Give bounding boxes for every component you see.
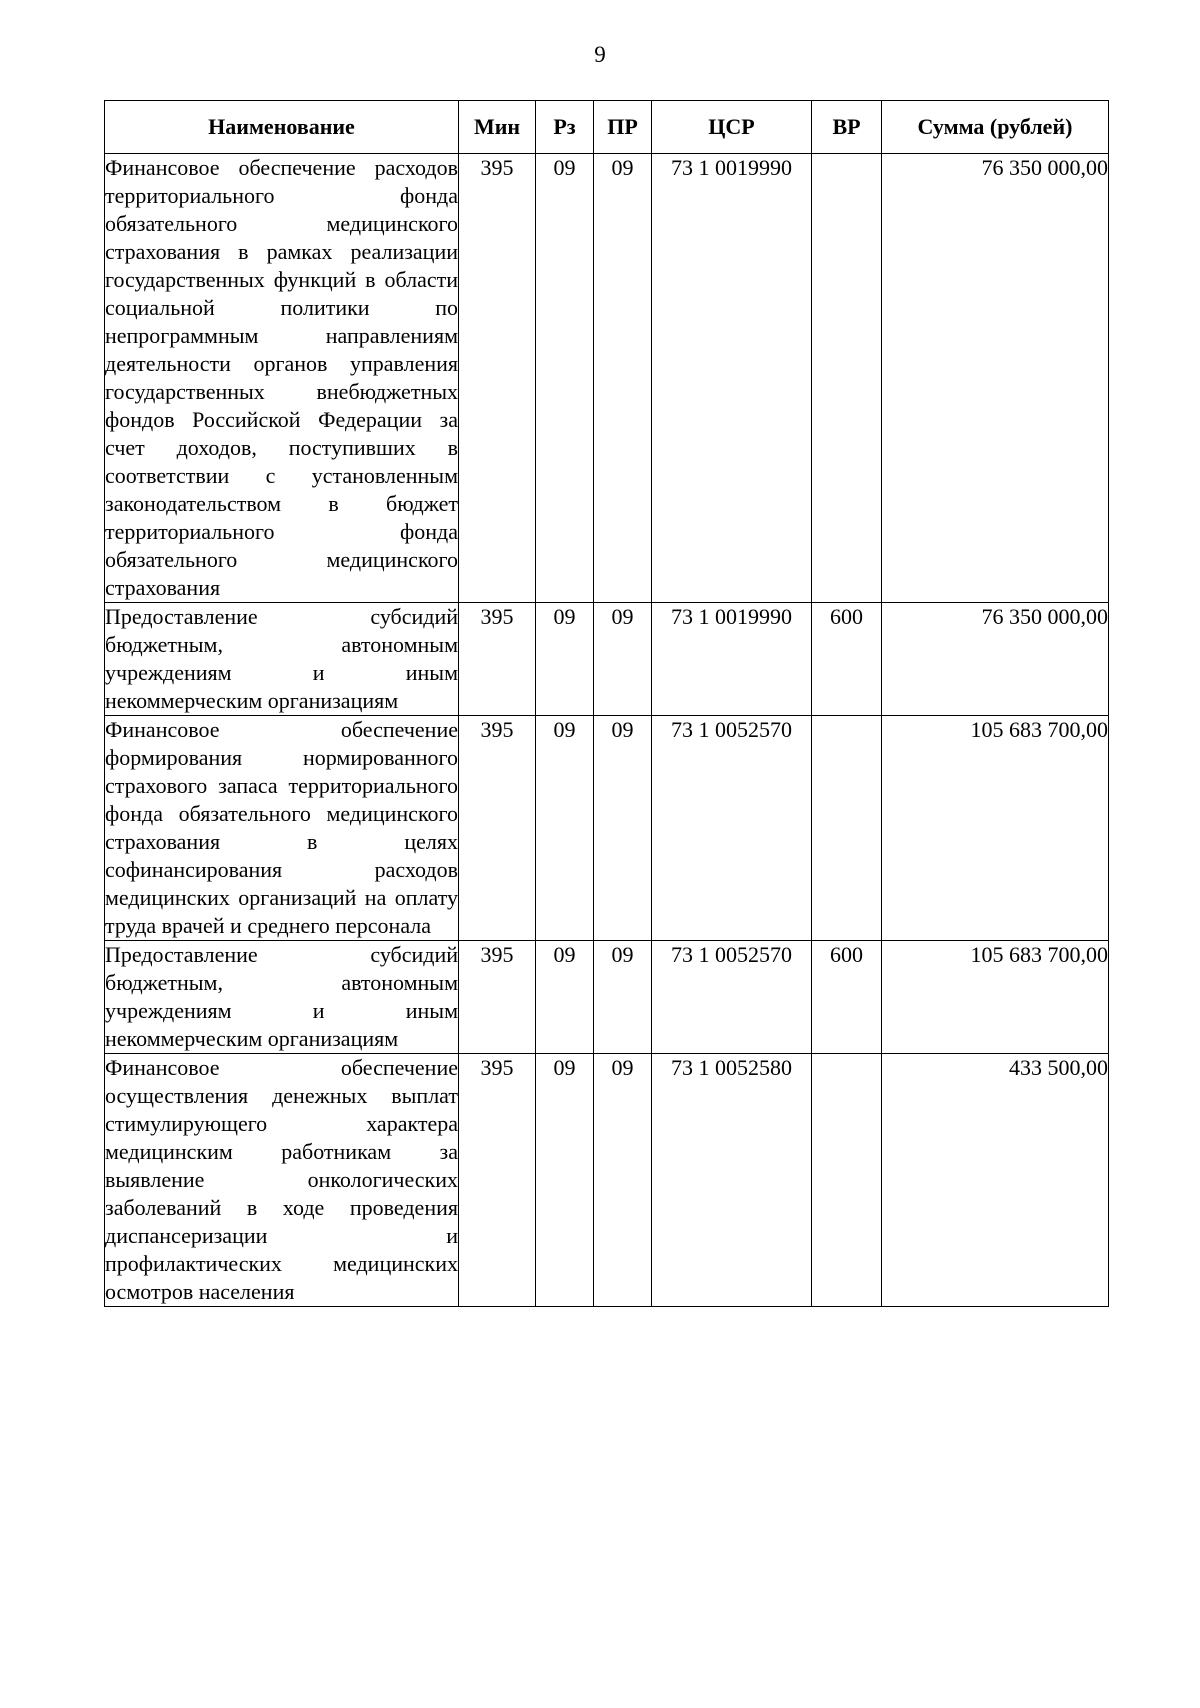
- row-name: Финансовое обеспечение осуществления денежных выплат стимулирующего характера медицинским работникам за выявление онкологических заболеваний в ходе проведения диспансеризации и профилактических медицинских осмотров населения: [105, 1054, 459, 1307]
- row-csr: 73 1 0052570: [652, 716, 812, 941]
- row-sum: 105 683 700,00: [882, 716, 1109, 941]
- table-row: [105, 603, 1109, 716]
- row-name: Финансовое обеспечение формирования нормированного страхового запаса территориального фонда обязательного медицинского страхования в целях софинансирования расходов медицинских организаций на оплату труда врачей и среднего персонала: [105, 716, 459, 941]
- table-row: [105, 941, 1109, 1054]
- header-csr: ЦСР: [652, 101, 812, 154]
- row-sum: 433 500,00: [882, 1054, 1109, 1307]
- row-pr: 09: [594, 154, 652, 603]
- row-name: Финансовое обеспечение расходов территориального фонда обязательного медицинского страхования в рамках реализации государственных функций в области социальной политики по непрограммным направлениям деятельности органов управления государственных внебюджетных фондов Российской Федерации за счет доходов, поступивших в соответствии с установленным законодательством в бюджет территориального фонда обязательного медицинского страхования: [105, 154, 459, 603]
- header-min: Мин: [459, 101, 536, 154]
- header-pr: ПР: [594, 101, 652, 154]
- row-csr: 73 1 0052580: [652, 1054, 812, 1307]
- row-min: 395: [459, 603, 536, 716]
- row-rz: 09: [536, 716, 594, 941]
- row-min: 395: [459, 154, 536, 603]
- row-vr: 600: [812, 603, 882, 716]
- table-row: [105, 154, 1109, 603]
- budget-table: [104, 100, 1109, 1307]
- row-vr: [812, 154, 882, 603]
- row-name: Предоставление субсидий бюджетным, автономным учреждениям и иным некоммерческим организациям: [105, 603, 459, 716]
- row-min: 395: [459, 1054, 536, 1307]
- row-sum: 76 350 000,00: [882, 603, 1109, 716]
- row-pr: 09: [594, 716, 652, 941]
- row-sum: 76 350 000,00: [882, 154, 1109, 603]
- row-csr: 73 1 0019990: [652, 154, 812, 603]
- page-number: 9: [594, 42, 606, 67]
- row-rz: 09: [536, 603, 594, 716]
- header-name: Наименование: [105, 101, 459, 154]
- header-sum: Сумма (рублей): [882, 101, 1109, 154]
- table-row: [105, 716, 1109, 941]
- row-pr: 09: [594, 603, 652, 716]
- row-csr: 73 1 0052570: [652, 941, 812, 1054]
- row-rz: 09: [536, 1054, 594, 1307]
- row-sum: 105 683 700,00: [882, 941, 1109, 1054]
- table-header-row: [105, 101, 1109, 154]
- table-row: [105, 1054, 1109, 1307]
- header-rz: Рз: [536, 101, 594, 154]
- row-rz: 09: [536, 941, 594, 1054]
- row-pr: 09: [594, 1054, 652, 1307]
- row-pr: 09: [594, 941, 652, 1054]
- row-csr: 73 1 0019990: [652, 603, 812, 716]
- row-vr: [812, 716, 882, 941]
- row-rz: 09: [536, 154, 594, 603]
- row-vr: [812, 1054, 882, 1307]
- row-min: 395: [459, 716, 536, 941]
- row-vr: 600: [812, 941, 882, 1054]
- row-name: Предоставление субсидий бюджетным, автономным учреждениям и иным некоммерческим организациям: [105, 941, 459, 1054]
- header-vr: ВР: [812, 101, 882, 154]
- row-min: 395: [459, 941, 536, 1054]
